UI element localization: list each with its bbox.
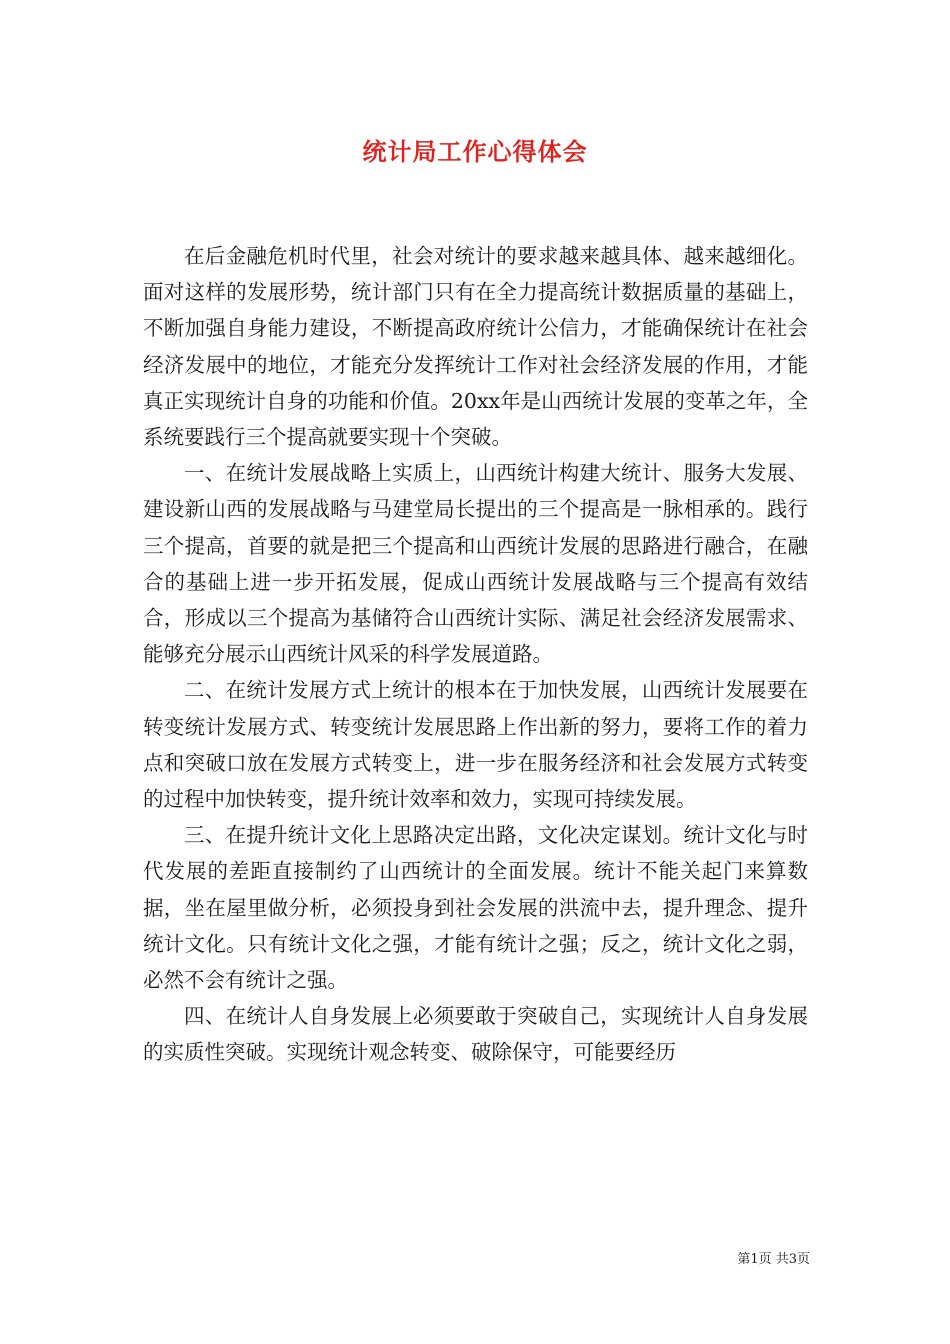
paragraph-intro: 在后金融危机时代里，社会对统计的要求越来越具体、越来越细化。面对这样的发展形势，统计部门只有在全力提高统计数据质量的基础上，不断加强自身能力建设，不断提高政府统计公信力，才能确保统计在社会经济发展中的地位，才能充分发挥统计工作对社会经济发展的作用，才能真正实现统计自身的功能和价值。20xx年是山西统计发展的变革之年，全系统要践行三个提高就要实现十个突破。: [143, 244, 808, 450]
paragraph-point-2: 二、在统计发展方式上统计的根本在于加快发展，山西统计发展要在转变统计发展方式、转变统计发展思路上作出新的努力，要将工作的着力点和突破口放在发展方式转变上，进一步在服务经济和社会发展方式转变的过程中加快转变，提升统计效率和效力，实现可持续发展。: [143, 678, 808, 812]
document-body: [143, 238, 808, 1071]
paragraph-point-1: 一、在统计发展战略上实质上，山西统计构建大统计、服务大发展、建设新山西的发展战略与马建堂局长提出的三个提高是一脉相承的。践行三个提高，首要的就是把三个提高和山西统计发展的思路进行融合，在融合的基础上进一步开拓发展，促成山西统计发展战略与三个提高有效结合，形成以三个提高为基储符合山西统计实际、满足社会经济发展需求、能够充分展示山西统计风采的科学发展道路。: [143, 461, 808, 667]
document-title: 统计局工作心得体会: [362, 138, 588, 166]
paragraph-point-3: 三、在提升统计文化上思路决定出路，文化决定谋划。统计文化与时代发展的差距直接制约了山西统计的全面发展。统计不能关起门来算数据，坐在屋里做分析，必须投身到社会发展的洪流中去，提升理念、提升统计文化。只有统计文化之强，才能有统计之强；反之，统计文化之弱，必然不会有统计之强。: [143, 823, 808, 993]
paragraph-point-4: 四、在统计人自身发展上必须要敢于突破自己，实现统计人自身发展的实质性突破。实现统计观念转变、破除保守，可能要经历: [143, 1004, 808, 1065]
page-number-footer: 第1页 共3页: [737, 1252, 810, 1267]
